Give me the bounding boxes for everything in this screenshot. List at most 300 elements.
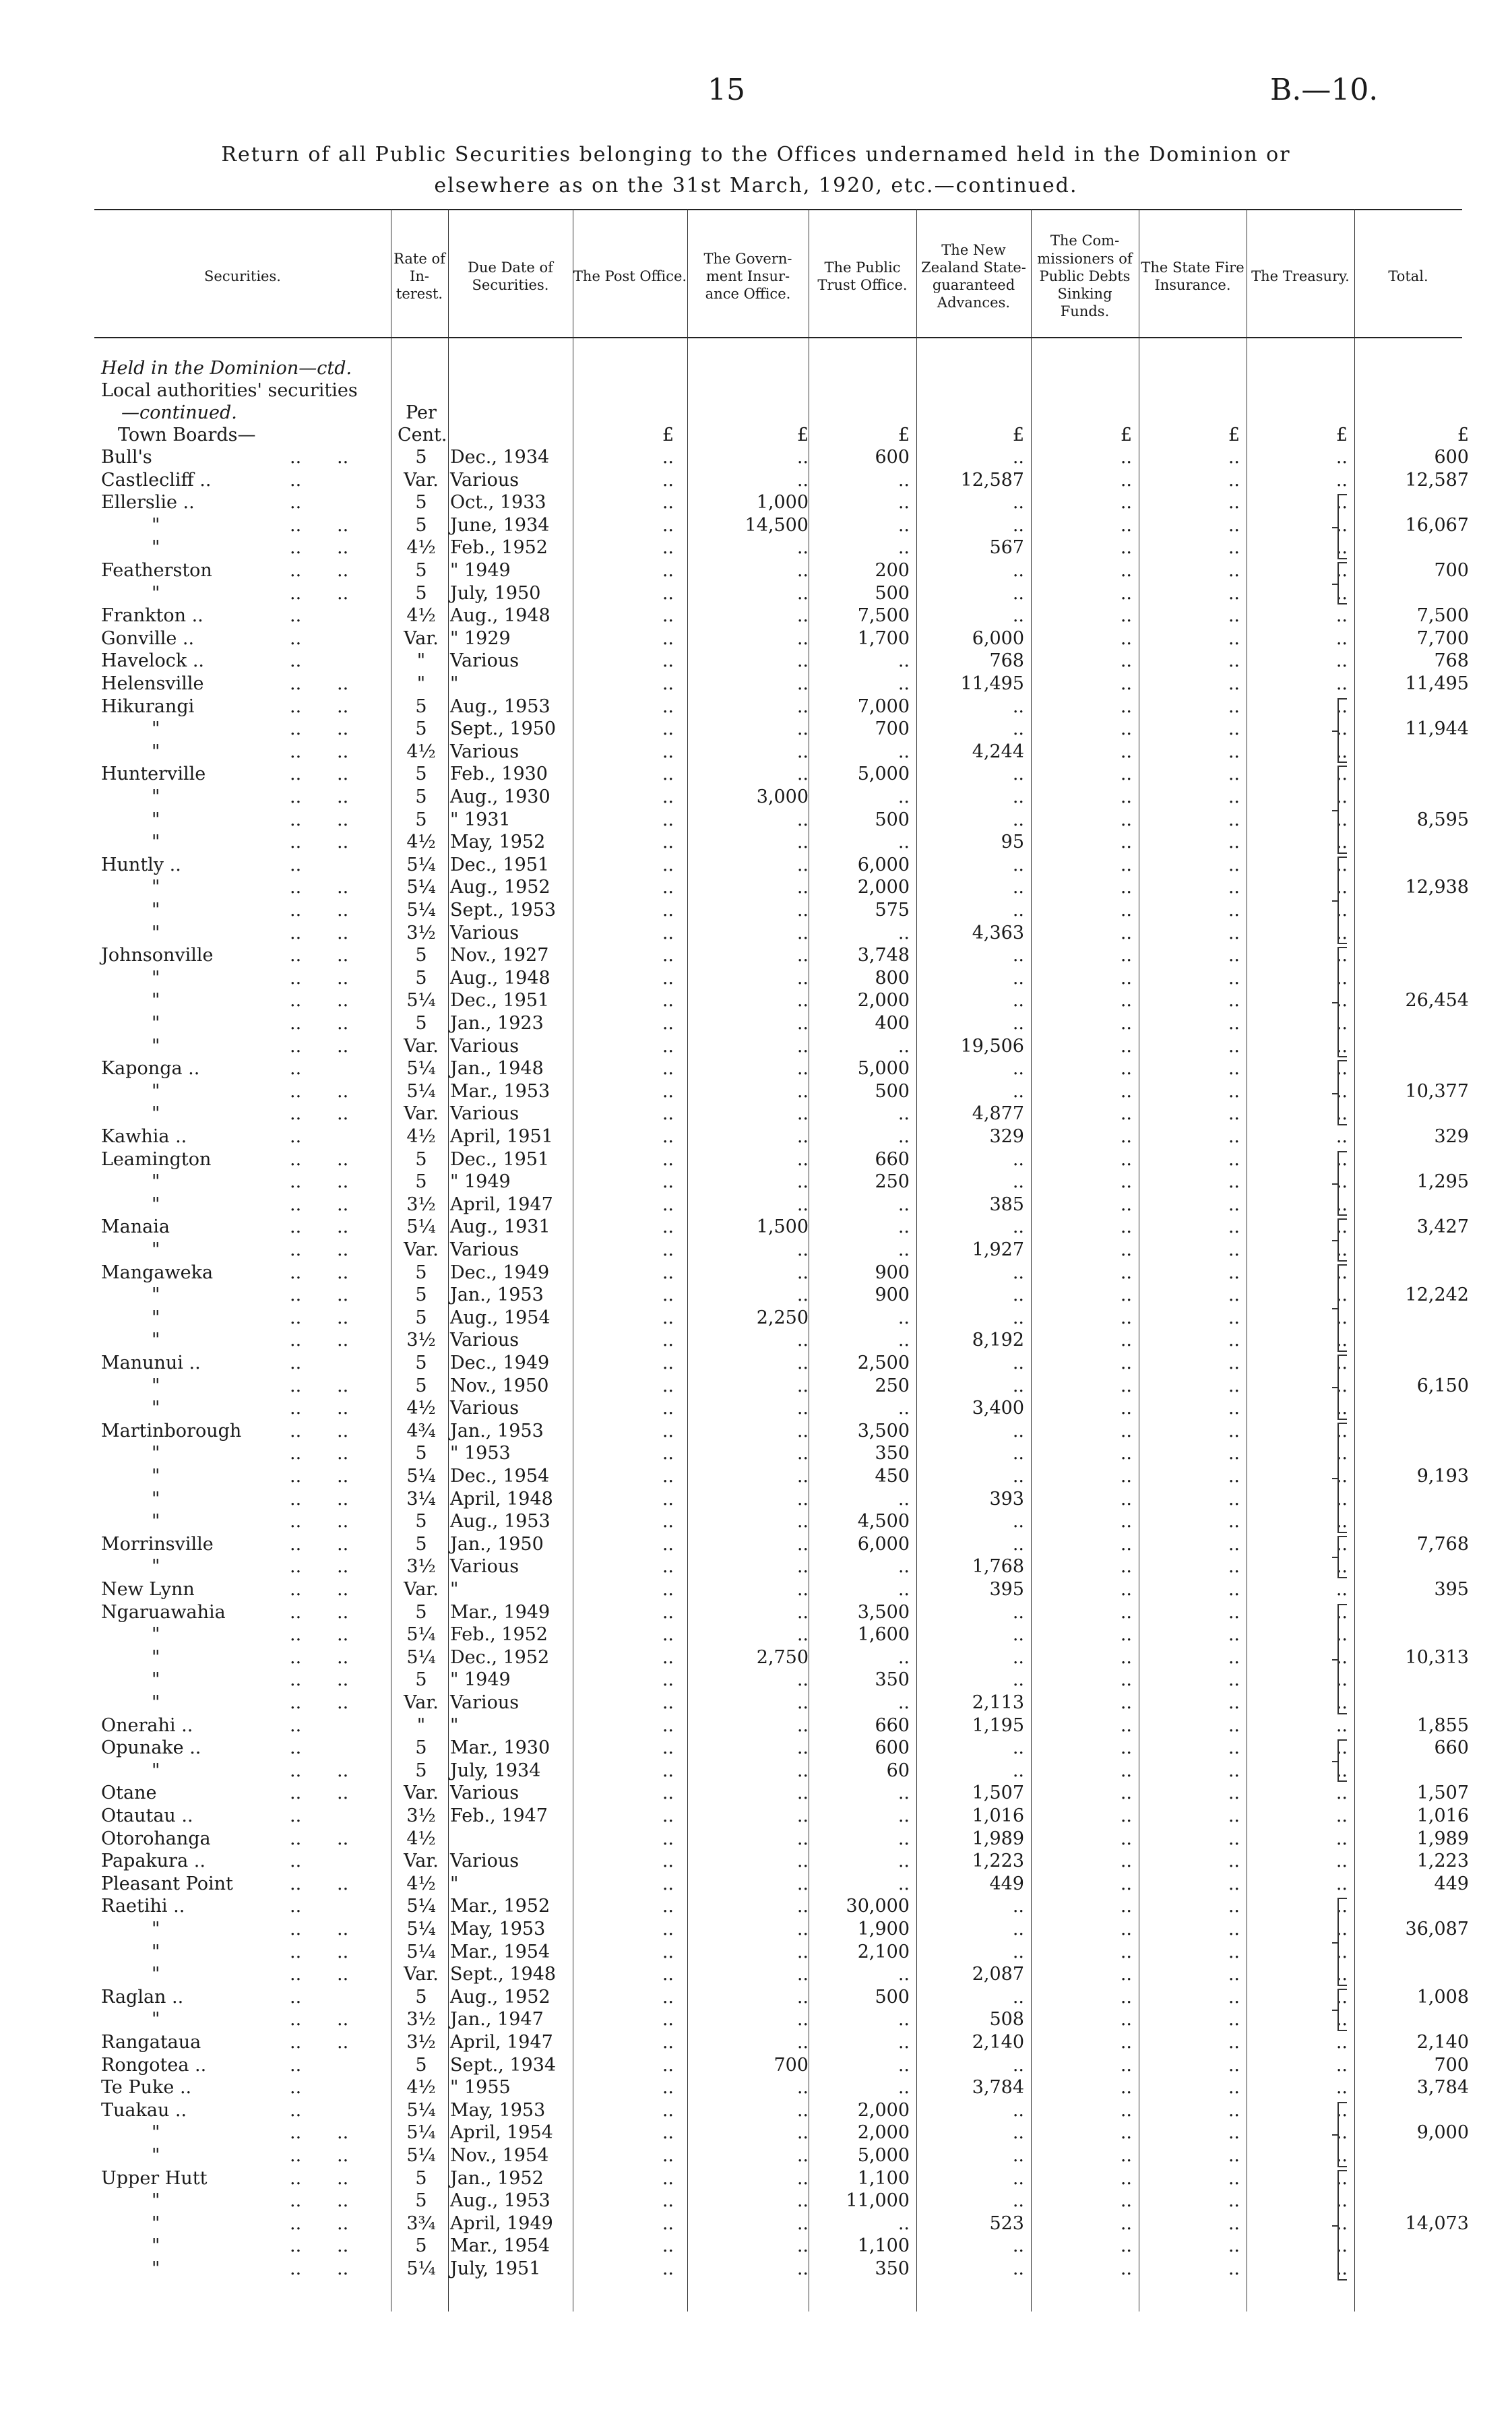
leader-dots: ..: [290, 786, 302, 807]
due-date: " 1931: [450, 809, 511, 830]
table-row: [0, 1193, 1512, 1216]
currency-label: £: [1228, 425, 1240, 445]
trust-amount: ..: [897, 514, 910, 536]
table-row: [0, 1329, 1512, 1351]
nz-amount: ..: [1012, 877, 1024, 898]
table-row: [0, 1284, 1512, 1306]
trust-amount: ..: [897, 2032, 910, 2053]
total-amount: 12,938: [1405, 877, 1469, 898]
group-brace: [1337, 1218, 1347, 1261]
fire-amount: ..: [1228, 2167, 1240, 2189]
table-row: [0, 1057, 1512, 1080]
ins-amount: ..: [796, 1579, 809, 1600]
ins-amount: ..: [796, 809, 809, 830]
nz-amount: 395: [989, 1579, 1024, 1600]
due-date: " 1949: [450, 1669, 511, 1691]
section-label: Local authorities' securities: [101, 380, 358, 401]
trust-amount: 6,000: [857, 1533, 910, 1555]
security-name: Gonville ..: [101, 627, 195, 649]
leader-dots: ..: [337, 1466, 349, 1487]
trust-amount: 400: [875, 1013, 910, 1034]
ins-amount: ..: [796, 447, 809, 468]
interest-rate: 5: [415, 582, 427, 604]
leader-dots: ..: [290, 1828, 302, 1849]
fire-amount: ..: [1228, 1896, 1240, 1917]
com-amount: ..: [1120, 1216, 1132, 1238]
com-amount: ..: [1120, 718, 1132, 740]
due-date: Dec., 1951: [450, 990, 550, 1012]
leader-dots: ..: [290, 1556, 302, 1578]
ins-amount: ..: [796, 1035, 809, 1057]
trust-amount: 350: [875, 2258, 910, 2279]
leader-dots: ..: [337, 1782, 349, 1804]
treas-amount: ..: [1335, 1035, 1348, 1057]
trust-amount: ..: [897, 1216, 910, 1238]
fire-amount: ..: [1228, 1851, 1240, 1872]
trust-amount: 500: [875, 1080, 910, 1102]
post-amount: ..: [662, 1216, 674, 1238]
leader-dots: ..: [290, 1398, 302, 1419]
treas-amount: ..: [1335, 877, 1348, 898]
due-date: July, 1950: [450, 582, 541, 604]
post-amount: ..: [662, 1443, 674, 1464]
nz-amount: ..: [1012, 1896, 1024, 1917]
treas-amount: ..: [1335, 854, 1348, 875]
total-amount: 700: [1434, 560, 1469, 581]
table-row: [0, 1148, 1512, 1171]
total-amount: 7,500: [1416, 605, 1469, 627]
security-name: Morrinsville: [101, 1533, 214, 1555]
ins-amount: ..: [796, 1353, 809, 1373]
leader-dots: ..: [337, 809, 349, 830]
treas-amount: ..: [1335, 1556, 1348, 1578]
fire-amount: ..: [1228, 1805, 1240, 1826]
fire-amount: ..: [1228, 492, 1240, 514]
com-amount: ..: [1120, 1488, 1132, 1510]
due-date: Dec., 1954: [450, 1466, 550, 1487]
nz-amount: ..: [1012, 1760, 1024, 1781]
table-row: [0, 831, 1512, 853]
ins-amount: ..: [796, 1103, 809, 1125]
fire-amount: ..: [1228, 990, 1240, 1012]
security-name: ": [152, 1330, 160, 1351]
security-name: Johnsonville: [101, 945, 214, 966]
nz-amount: ..: [1012, 1148, 1024, 1170]
interest-rate: 5¼: [406, 2258, 436, 2279]
ins-amount: ..: [796, 2122, 809, 2144]
security-name: Rongotea ..: [101, 2054, 207, 2076]
ins-amount: ..: [796, 1714, 809, 1736]
fire-amount: ..: [1228, 945, 1240, 966]
ins-amount: ..: [796, 945, 809, 966]
leader-dots: ..: [290, 832, 302, 853]
post-amount: ..: [662, 1896, 674, 1917]
treas-amount: ..: [1335, 1851, 1348, 1872]
nz-amount: 768: [989, 650, 1024, 672]
post-amount: ..: [662, 922, 674, 943]
interest-rate: 5: [415, 1601, 427, 1623]
treas-amount: ..: [1335, 1420, 1348, 1441]
due-date: April, 1947: [450, 2032, 553, 2053]
ins-amount: ..: [796, 1488, 809, 1510]
com-amount: ..: [1120, 1443, 1132, 1464]
nz-amount: ..: [1012, 1058, 1024, 1080]
group-brace: [1337, 1423, 1347, 1533]
total-amount: 12,242: [1405, 1284, 1469, 1306]
leader-dots: ..: [290, 1148, 302, 1170]
due-date: Oct., 1933: [450, 492, 546, 514]
leader-dots: ..: [290, 2099, 302, 2121]
post-amount: ..: [662, 1353, 674, 1373]
fire-amount: ..: [1228, 560, 1240, 581]
group-brace: [1337, 1604, 1347, 1714]
ins-amount: ..: [796, 1737, 809, 1759]
com-amount: ..: [1120, 990, 1132, 1012]
leader-dots: ..: [290, 718, 302, 740]
treas-amount: ..: [1335, 560, 1348, 581]
security-name: ": [152, 1307, 160, 1328]
due-date: Various: [450, 650, 519, 672]
treas-amount: ..: [1335, 1669, 1348, 1691]
table-row: [0, 1375, 1512, 1397]
trust-amount: 30,000: [846, 1896, 910, 1917]
table-row: [0, 650, 1512, 672]
nz-amount: 4,877: [972, 1103, 1024, 1125]
treas-amount: ..: [1335, 741, 1348, 762]
interest-rate: 5: [415, 1737, 427, 1759]
table-row: [0, 1850, 1512, 1872]
post-amount: ..: [662, 832, 674, 853]
com-amount: ..: [1120, 492, 1132, 514]
post-amount: ..: [662, 1511, 674, 1532]
ins-amount: ..: [796, 1466, 809, 1487]
total-amount: 660: [1434, 1737, 1469, 1759]
ins-amount: ..: [796, 1126, 809, 1147]
trust-amount: ..: [897, 1805, 910, 1826]
fire-amount: ..: [1228, 1737, 1240, 1759]
leader-dots: ..: [290, 605, 302, 627]
leader-dots: ..: [290, 2122, 302, 2144]
ins-amount: 1,500: [756, 1216, 809, 1238]
security-name: Raetihi ..: [101, 1896, 185, 1917]
nz-amount: ..: [1012, 695, 1024, 717]
group-brace: [1337, 1264, 1347, 1352]
treas-amount: ..: [1335, 1307, 1348, 1328]
ins-amount: 1,000: [756, 492, 809, 514]
treas-amount: ..: [1335, 1262, 1348, 1283]
leader-dots: ..: [290, 627, 302, 649]
fire-amount: ..: [1228, 1511, 1240, 1532]
post-amount: ..: [662, 1284, 674, 1306]
leader-dots: ..: [337, 582, 349, 604]
ins-amount: ..: [796, 1193, 809, 1215]
nz-amount: ..: [1012, 2235, 1024, 2257]
leader-dots: ..: [290, 1737, 302, 1759]
leader-dots: ..: [290, 1669, 302, 1691]
ins-amount: ..: [796, 1556, 809, 1578]
security-name: ": [152, 1284, 160, 1306]
treas-amount: ..: [1335, 718, 1348, 740]
post-amount: ..: [662, 514, 674, 536]
treas-amount: ..: [1335, 2258, 1348, 2279]
column-header: The State Fire Insurance.: [1141, 259, 1245, 293]
treas-amount: ..: [1335, 2235, 1348, 2257]
total-amount: 1,295: [1416, 1171, 1469, 1193]
post-amount: ..: [662, 2032, 674, 2053]
interest-rate: 5: [415, 809, 427, 830]
leader-dots: ..: [337, 832, 349, 853]
com-amount: ..: [1120, 1262, 1132, 1283]
interest-rate: Var.: [404, 1964, 439, 1985]
fire-amount: ..: [1228, 1533, 1240, 1555]
com-amount: ..: [1120, 2032, 1132, 2053]
due-date: Various: [450, 469, 519, 491]
total-amount: 10,377: [1405, 1080, 1469, 1102]
section-heading: [0, 424, 1512, 446]
treas-amount: ..: [1335, 1216, 1348, 1238]
trust-amount: ..: [897, 2054, 910, 2076]
treas-amount: ..: [1335, 2145, 1348, 2166]
post-amount: ..: [662, 447, 674, 468]
leader-dots: ..: [290, 1805, 302, 1826]
treas-amount: ..: [1335, 809, 1348, 830]
post-amount: ..: [662, 2167, 674, 2189]
com-amount: ..: [1120, 1714, 1132, 1736]
interest-rate: 5: [415, 2235, 427, 2257]
group-brace: [1337, 698, 1347, 764]
trust-amount: 600: [875, 1737, 910, 1759]
group-brace: [1337, 2170, 1347, 2281]
table-row: [0, 876, 1512, 898]
table-row: [0, 559, 1512, 582]
trust-amount: ..: [897, 1828, 910, 1849]
leader-dots: ..: [290, 854, 302, 875]
fire-amount: ..: [1228, 1353, 1240, 1373]
table-row: [0, 922, 1512, 944]
ins-amount: ..: [796, 469, 809, 491]
leader-dots: ..: [337, 741, 349, 762]
group-brace: [1337, 1060, 1347, 1125]
column-header: The Govern- ment Insur- ance Office.: [703, 250, 792, 303]
due-date: Aug., 1953: [450, 2190, 550, 2212]
trust-amount: 250: [875, 1171, 910, 1193]
trust-amount: ..: [897, 1579, 910, 1600]
fire-amount: ..: [1228, 1284, 1240, 1306]
trust-amount: 2,000: [857, 2099, 910, 2121]
post-amount: ..: [662, 1193, 674, 1215]
interest-rate: 4½: [406, 1828, 436, 1849]
post-amount: ..: [662, 945, 674, 966]
total-amount: 12,587: [1405, 469, 1469, 491]
com-amount: ..: [1120, 1103, 1132, 1125]
column-header: The Treasury.: [1251, 268, 1350, 284]
nz-amount: ..: [1012, 2099, 1024, 2121]
nz-amount: ..: [1012, 447, 1024, 468]
trust-amount: ..: [897, 492, 910, 514]
com-amount: ..: [1120, 1624, 1132, 1646]
com-amount: ..: [1120, 1533, 1132, 1555]
ins-amount: ..: [796, 1443, 809, 1464]
post-amount: ..: [662, 1013, 674, 1034]
leader-dots: ..: [337, 1307, 349, 1328]
ins-amount: ..: [796, 877, 809, 898]
trust-amount: ..: [897, 673, 910, 694]
due-date: July, 1934: [450, 1760, 541, 1781]
nz-amount: 2,113: [972, 1692, 1024, 1713]
interest-rate: 5¼: [406, 2145, 436, 2166]
post-amount: ..: [662, 1624, 674, 1646]
due-date: Various: [450, 1782, 519, 1804]
due-date: Various: [450, 1398, 519, 1419]
trust-amount: 7,000: [857, 695, 910, 717]
trust-amount: 200: [875, 560, 910, 581]
post-amount: ..: [662, 1828, 674, 1849]
due-date: Various: [450, 922, 519, 943]
post-amount: ..: [662, 2235, 674, 2257]
due-date: Jan., 1952: [450, 2167, 544, 2189]
leader-dots: ..: [290, 447, 302, 468]
security-name: Opunake ..: [101, 1737, 201, 1759]
table-row: [0, 1873, 1512, 1895]
top-rule: [94, 209, 1462, 210]
treas-amount: ..: [1335, 990, 1348, 1012]
currency-label: £: [1120, 425, 1132, 445]
trust-amount: 1,900: [857, 1919, 910, 1940]
com-amount: ..: [1120, 1851, 1132, 1872]
fire-amount: ..: [1228, 1556, 1240, 1578]
nz-amount: ..: [1012, 900, 1024, 921]
com-amount: ..: [1120, 922, 1132, 943]
nz-amount: ..: [1012, 854, 1024, 875]
nz-amount: ..: [1012, 582, 1024, 604]
leader-dots: ..: [290, 2258, 302, 2279]
ins-amount: ..: [796, 1148, 809, 1170]
fire-amount: ..: [1228, 1986, 1240, 2008]
fire-amount: ..: [1228, 1873, 1240, 1894]
interest-rate: 4½: [406, 537, 436, 559]
treas-amount: ..: [1335, 1193, 1348, 1215]
leader-dots: ..: [337, 1601, 349, 1623]
leader-dots: ..: [337, 1941, 349, 1962]
com-amount: ..: [1120, 560, 1132, 581]
post-amount: ..: [662, 2122, 674, 2144]
nz-amount: ..: [1012, 1624, 1024, 1646]
security-name: Raglan ..: [101, 1986, 184, 2008]
post-amount: ..: [662, 877, 674, 898]
treas-amount: ..: [1335, 1239, 1348, 1260]
treas-amount: ..: [1335, 1579, 1348, 1600]
ins-amount: ..: [796, 1964, 809, 1985]
treas-amount: ..: [1335, 764, 1348, 785]
column-header: The Post Office.: [573, 268, 687, 284]
currency-label: £: [1335, 425, 1348, 445]
nz-amount: 3,784: [972, 2077, 1024, 2099]
due-date: Jan., 1953: [450, 1420, 544, 1441]
trust-amount: ..: [897, 1103, 910, 1125]
com-amount: ..: [1120, 877, 1132, 898]
trust-amount: 350: [875, 1669, 910, 1691]
leader-dots: ..: [337, 1239, 349, 1260]
ins-amount: ..: [796, 1239, 809, 1260]
security-name: ": [152, 877, 160, 898]
fire-amount: ..: [1228, 2235, 1240, 2257]
leader-dots: ..: [290, 1193, 302, 1215]
interest-rate: 4½: [406, 1398, 436, 1419]
com-amount: ..: [1120, 1307, 1132, 1328]
interest-rate: 5: [415, 786, 427, 807]
ins-amount: ..: [796, 922, 809, 943]
com-amount: ..: [1120, 2235, 1132, 2257]
table-row: [0, 1692, 1512, 1714]
interest-rate: 5: [415, 1986, 427, 2008]
table-row: [0, 989, 1512, 1012]
interest-rate: 5: [415, 1443, 427, 1464]
security-name: Hikurangi: [101, 695, 195, 717]
fire-amount: ..: [1228, 1193, 1240, 1215]
nz-amount: ..: [1012, 1533, 1024, 1555]
security-name: Havelock ..: [101, 650, 204, 672]
table-row: [0, 2212, 1512, 2235]
leader-dots: ..: [337, 1579, 349, 1600]
total-amount: 395: [1434, 1579, 1469, 1600]
total-amount: 6,150: [1416, 1375, 1469, 1396]
leader-dots: ..: [337, 695, 349, 717]
nz-amount: ..: [1012, 1919, 1024, 1940]
due-date: ": [450, 1873, 459, 1894]
post-amount: ..: [662, 2145, 674, 2166]
fire-amount: ..: [1228, 1601, 1240, 1623]
fire-amount: ..: [1228, 2212, 1240, 2234]
due-date: Dec., 1951: [450, 854, 550, 875]
table-row: [0, 1578, 1512, 1601]
trust-amount: ..: [897, 832, 910, 853]
fire-amount: ..: [1228, 2009, 1240, 2030]
fire-amount: ..: [1228, 1692, 1240, 1713]
security-name: Te Puke ..: [101, 2077, 192, 2099]
trust-amount: ..: [897, 1126, 910, 1147]
trust-amount: ..: [897, 1398, 910, 1419]
treas-amount: ..: [1335, 2099, 1348, 2121]
table-row: [0, 1601, 1512, 1623]
leader-dots: ..: [290, 537, 302, 559]
interest-rate: 5: [415, 1375, 427, 1396]
table-row: [0, 1986, 1512, 2008]
table-row: [0, 1012, 1512, 1034]
leader-dots: ..: [337, 990, 349, 1012]
security-name: Mangaweka: [101, 1262, 214, 1283]
post-amount: ..: [662, 1533, 674, 1555]
com-amount: ..: [1120, 1466, 1132, 1487]
security-name: ": [152, 2212, 160, 2234]
group-brace: [1337, 947, 1347, 1057]
fire-amount: ..: [1228, 967, 1240, 989]
leader-dots: ..: [290, 1896, 302, 1917]
ins-amount: ..: [796, 2077, 809, 2099]
ins-amount: ..: [796, 1080, 809, 1102]
total-amount: 1,989: [1416, 1828, 1469, 1849]
due-date: Feb., 1930: [450, 764, 548, 785]
nz-amount: 567: [989, 537, 1024, 559]
post-amount: ..: [662, 1919, 674, 1940]
due-date: Dec., 1949: [450, 1262, 550, 1283]
com-amount: ..: [1120, 1013, 1132, 1034]
post-amount: ..: [662, 537, 674, 559]
table-row: [0, 2144, 1512, 2167]
due-date: Mar., 1954: [450, 1941, 550, 1962]
due-date: Dec., 1949: [450, 1353, 550, 1373]
com-amount: ..: [1120, 447, 1132, 468]
table-row: [0, 2099, 1512, 2121]
